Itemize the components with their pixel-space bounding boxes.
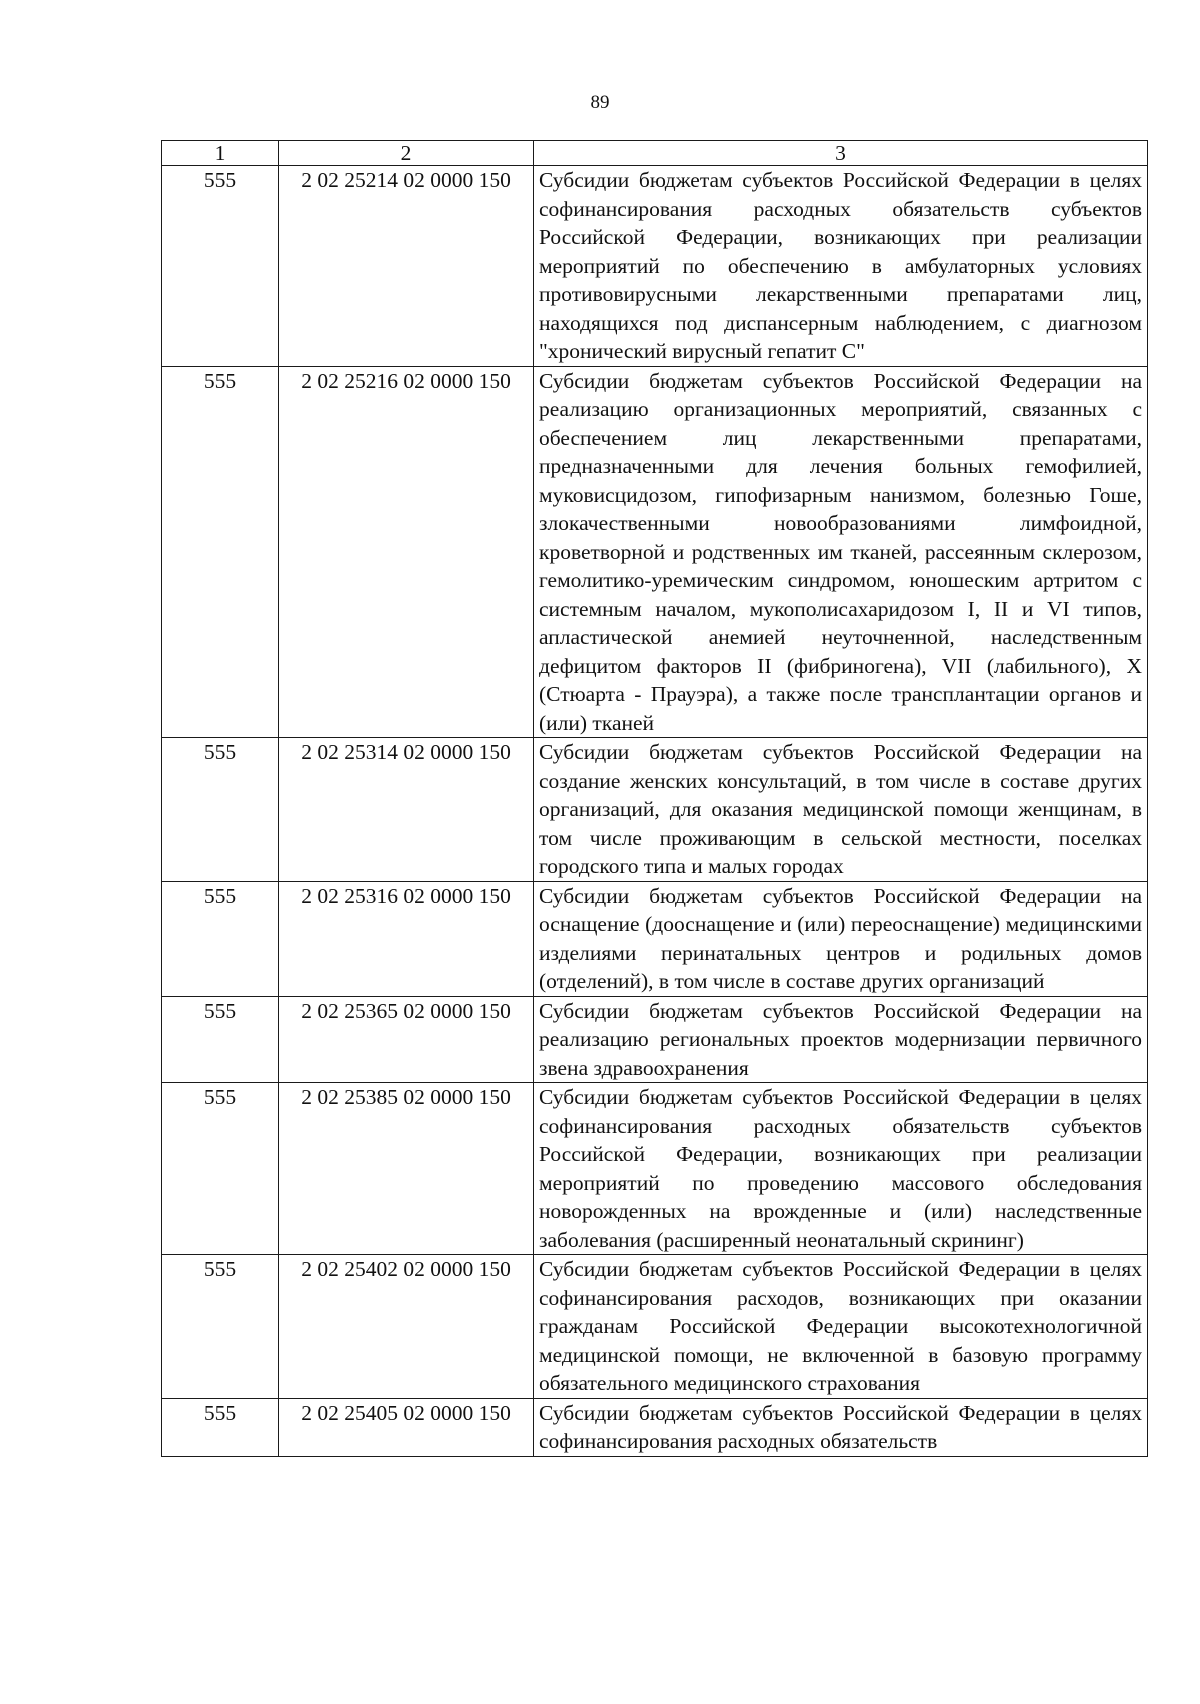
budget-code-cell: 2 02 25385 02 0000 150 <box>279 1083 534 1255</box>
income-name-cell: Субсидии бюджетам субъектов Российской Федерации на создание женских консультаций, в том числе в составе других организаций, для оказания медицинской помощи женщинам, в том числе проживающим в сельской местности, поселках городского типа и малых городах <box>534 738 1148 882</box>
admin-code-cell: 555 <box>162 166 279 367</box>
admin-code-cell: 555 <box>162 1398 279 1456</box>
budget-code-cell: 2 02 25216 02 0000 150 <box>279 366 534 738</box>
table-row <box>162 1398 1148 1456</box>
header-col-1: 1 <box>162 141 279 166</box>
admin-code-cell: 555 <box>162 1083 279 1255</box>
budget-code-cell: 2 02 25405 02 0000 150 <box>279 1398 534 1456</box>
table-row <box>162 996 1148 1083</box>
table-row <box>162 1083 1148 1255</box>
table-row <box>162 166 1148 367</box>
table-row <box>162 738 1148 882</box>
table-row <box>162 881 1148 996</box>
budget-classification-table <box>161 140 1148 1457</box>
table-row <box>162 366 1148 738</box>
income-name-cell: Субсидии бюджетам субъектов Российской Федерации в целях софинансирования расходных обязательств <box>534 1398 1148 1456</box>
budget-code-cell: 2 02 25314 02 0000 150 <box>279 738 534 882</box>
header-col-2: 2 <box>279 141 534 166</box>
income-name-cell: Субсидии бюджетам субъектов Российской Федерации в целях софинансирования расходных обязательств субъектов Российской Федерации, возникающих при реализации мероприятий по проведению массового обследования новорожденных на врожденные и (или) наследственные заболевания (расширенный неонатальный скрининг) <box>534 1083 1148 1255</box>
income-name-cell: Субсидии бюджетам субъектов Российской Федерации на реализацию организационных мероприятий, связанных с обеспечением лиц лекарственными препаратами, предназначенными для лечения больных гемофилией, муковисцидозом, гипофизарным нанизмом, болезнью Гоше, злокачественными новообразованиями лимфоидной, кроветворной и родственных им тканей, рассеянным склерозом, гемолитико-уремическим синдромом, юношеским артритом с системным началом, мукополисахаридозом I, II и VI типов, апластической анемией неуточненной, наследственным дефицитом факторов II (фибриногена), VII (лабильного), X (Стюарта - Прауэра), а также после трансплантации органов и (или) тканей <box>534 366 1148 738</box>
admin-code-cell: 555 <box>162 881 279 996</box>
budget-code-cell: 2 02 25402 02 0000 150 <box>279 1255 534 1399</box>
table-row <box>162 1255 1148 1399</box>
admin-code-cell: 555 <box>162 996 279 1083</box>
table-header <box>162 141 1148 166</box>
header-row <box>162 141 1148 166</box>
table-body <box>162 166 1148 1457</box>
income-name-cell: Субсидии бюджетам субъектов Российской Федерации в целях софинансирования расходов, возникающих при оказании гражданам Российской Федерации высокотехнологичной медицинской помощи, не включенной в базовую программу обязательного медицинского страхования <box>534 1255 1148 1399</box>
budget-code-cell: 2 02 25316 02 0000 150 <box>279 881 534 996</box>
income-name-cell: Субсидии бюджетам субъектов Российской Федерации на реализацию региональных проектов модернизации первичного звена здравоохранения <box>534 996 1148 1083</box>
admin-code-cell: 555 <box>162 1255 279 1399</box>
admin-code-cell: 555 <box>162 366 279 738</box>
header-col-3: 3 <box>534 141 1148 166</box>
income-name-cell: Субсидии бюджетам субъектов Российской Федерации на оснащение (дооснащение и (или) переоснащение) медицинскими изделиями перинатальных центров и родильных домов (отделений), в том числе в составе других организаций <box>534 881 1148 996</box>
page-number: 89 <box>590 92 610 113</box>
income-name-cell: Субсидии бюджетам субъектов Российской Федерации в целях софинансирования расходных обязательств субъектов Российской Федерации, возникающих при реализации мероприятий по обеспечению в амбулаторных условиях противовирусными лекарственными препаратами лиц, находящихся под диспансерным наблюдением, с диагнозом "хронический вирусный гепатит С" <box>534 166 1148 367</box>
admin-code-cell: 555 <box>162 738 279 882</box>
budget-code-cell: 2 02 25214 02 0000 150 <box>279 166 534 367</box>
budget-code-cell: 2 02 25365 02 0000 150 <box>279 996 534 1083</box>
